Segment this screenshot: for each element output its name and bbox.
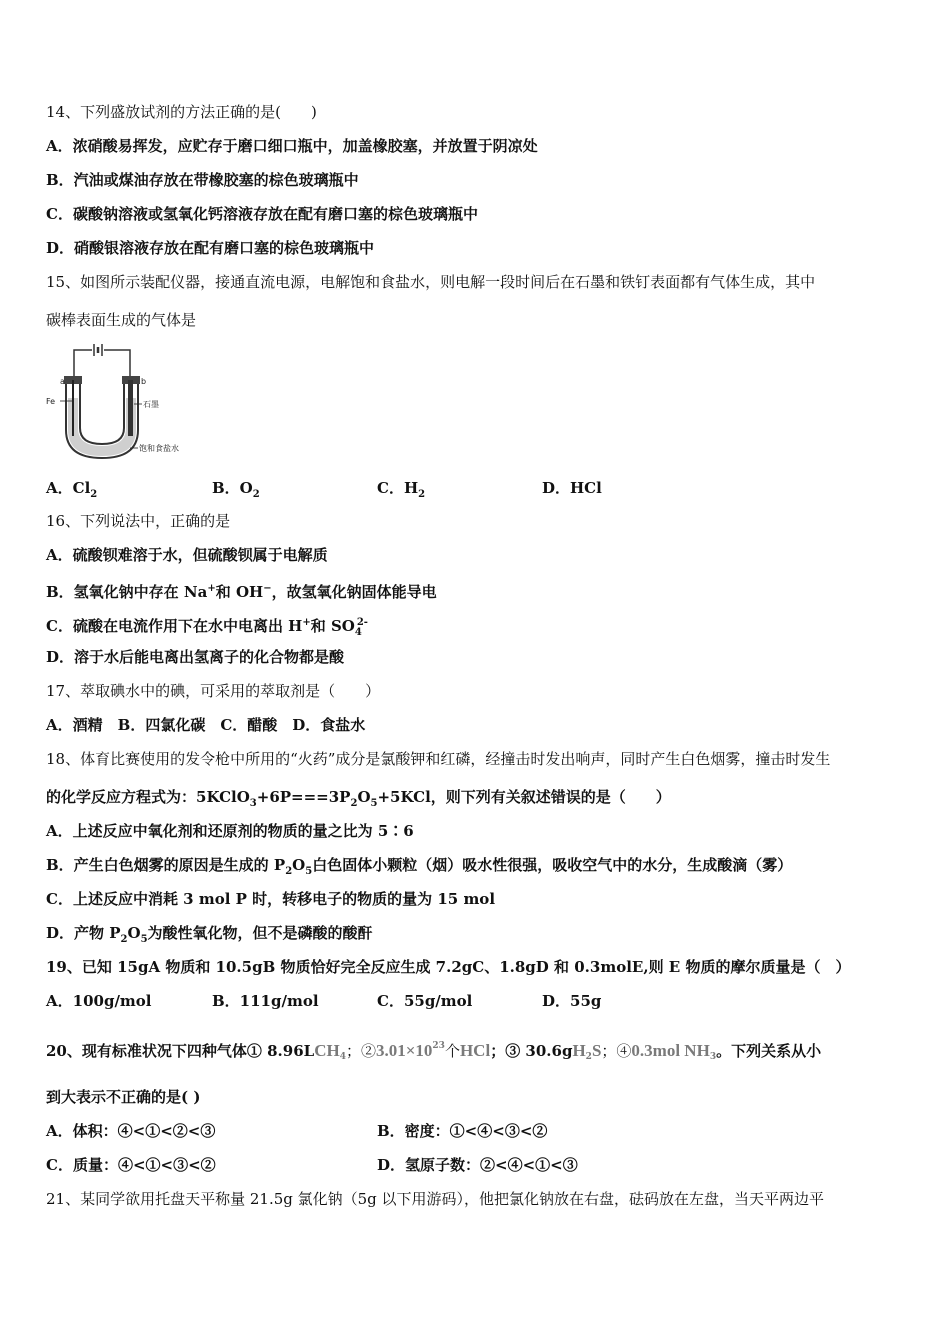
q18-option-b: B．产生白色烟雾的原因是生成的 $P_2O_5$白色固体小颗粒（烟）吸水性很强，吸收空气中的水分，生成酸滴（雾） xyxy=(46,856,793,877)
q20-option-a: A．体积：④<①<②<③ xyxy=(46,1122,216,1140)
q16-option-b: B．氢氧化钠中存在 Na+和 OH−，故氢氧化钠固体能导电 xyxy=(46,583,437,601)
q15-stem-line1: 15、如图所示装配仪器，接通直流电源，电解饱和食盐水，则电解一段时间后在石墨和铁钉表面都有气体生成，其中 xyxy=(46,273,816,291)
q15-stem-line2: 碳棒表面生成的气体是 xyxy=(46,311,197,329)
q14-stem: 14、下列盛放试剂的方法正确的是( ) xyxy=(46,103,317,121)
q14-option-d: D．硝酸银溶液存放在配有磨口塞的棕色玻璃瓶中 xyxy=(46,239,375,257)
q15-option-d: D．HCl xyxy=(542,479,602,497)
q20-stem-line1: 20、现有标准状况下四种气体① $8.96LCH_4$；$②3.01\times 10^{23}$个HCl；③ $30.6gH_2S$；④0.3mol $NH_3$。下列关系从小 xyxy=(46,1041,822,1062)
q16-option-d: D．溶于水后能电离出氢离子的化合物都是酸 xyxy=(46,648,345,666)
q14-option-c: C．碳酸钠溶液或氢氧化钙溶液存放在配有磨口塞的棕色玻璃瓶中 xyxy=(46,205,478,223)
q16-option-c: C．硫酸在电流作用下在水中电离出 H+和 $SO_4^{2-}$ xyxy=(46,617,368,638)
q19-option-b: B．111g/mol xyxy=(212,992,319,1010)
q18-option-d: D．产物 $P_2O_5$为酸性氧化物，但不是磷酸的酸酐 xyxy=(46,924,373,945)
q21-stem: 21、某同学欲用托盘天平称量 21.5g 氯化钠（5g 以下用游码），他把氯化钠放在右盘，砝码放在左盘，当天平两边平 xyxy=(46,1190,825,1208)
q18-stem-line1: 18、体育比赛使用的发令枪中所用的“火药”成分是氯酸钾和红磷，经撞击时发出响声，同时产生白色烟雾，撞击时发生 xyxy=(46,750,831,768)
q20-option-c: C．质量：④<①<③<② xyxy=(46,1156,216,1174)
label-graphite: 石墨 xyxy=(143,400,159,409)
q16-stem: 16、下列说法中，正确的是 xyxy=(46,512,231,530)
q19-stem: 19、已知 15gA 物质和 10.5gB 物质恰好完全反应生成 7.2gC、1.8gD 和 0.3molE,则 E 物质的摩尔质量是（ ） xyxy=(46,958,851,976)
electrolysis-u-tube-figure xyxy=(46,340,186,465)
label-fe: Fe xyxy=(46,397,56,406)
q15-option-a: A．$Cl_2$ xyxy=(46,479,98,500)
q19-option-c: C．55g/mol xyxy=(377,992,473,1010)
q20-stem-line2: 到大表示不正确的是( ) xyxy=(46,1088,201,1106)
q20-option-d: D．氢原子数：②<④<①<③ xyxy=(377,1156,578,1174)
q18-stem-line2: 的化学反应方程式为：$5KClO_3+6P===3P_2O_5+5KCl$，则下列有关叙述错误的是（ ） xyxy=(46,788,671,809)
q15-option-b: B．$O_2$ xyxy=(212,479,260,500)
q14-option-a: A．浓硝酸易挥发，应贮存于磨口细口瓶中，加盖橡胶塞，并放置于阴凉处 xyxy=(46,137,538,155)
q18-option-a: A．上述反应中氧化剂和还原剂的物质的量之比为 5∶6 xyxy=(46,822,414,840)
q17-stem: 17、萃取碘水中的碘，可采用的萃取剂是（ ） xyxy=(46,682,381,700)
q19-option-a: A．100g/mol xyxy=(46,992,152,1010)
label-b: b xyxy=(141,377,147,386)
q17-options: A．酒精 B．四氯化碳 C．醋酸 D．食盐水 xyxy=(46,716,366,734)
q20-option-b: B．密度：①<④<③<② xyxy=(377,1122,548,1140)
q14-option-b: B．汽油或煤油存放在带橡胶塞的棕色玻璃瓶中 xyxy=(46,171,359,189)
q19-option-d: D．55g xyxy=(542,992,602,1010)
q15-option-c: C．$H_2$ xyxy=(377,479,426,500)
q16-option-a: A．硫酸钡难溶于水，但硫酸钡属于电解质 xyxy=(46,546,328,564)
label-a: a xyxy=(60,377,65,386)
label-brine: 饱和食盐水 xyxy=(139,444,179,453)
q18-option-c: C．上述反应中消耗 3 mol P 时，转移电子的物质的量为 15 mol xyxy=(46,890,496,908)
